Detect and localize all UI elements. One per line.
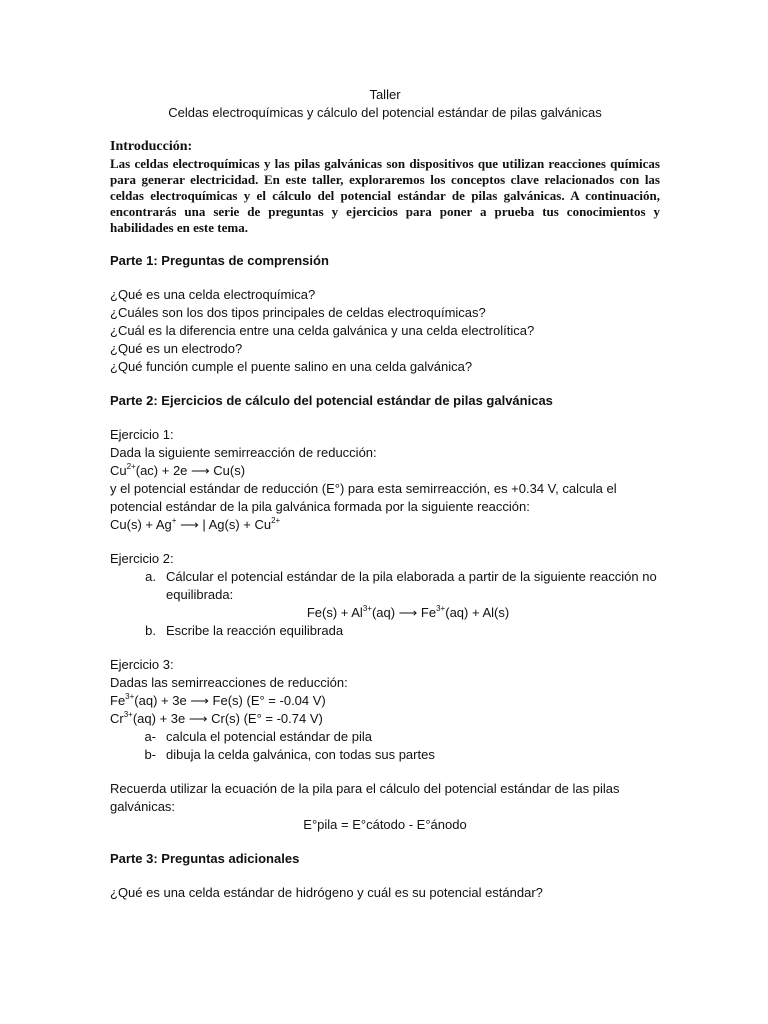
half-reaction: $Cr^{3+}(aq) + 3e$ ⟶ Cr(s) (E° = -0.74 V) — [110, 710, 323, 726]
list-item: ¿Cuáles son los dos tipos principales de celdas electroquímicas? — [110, 305, 486, 320]
list-item — [110, 622, 660, 640]
exercise-text: y el potencial estándar de reducción (E°) para esta semirreacción, es +0.34 V, calcula el potencial estándar de la pila galvánica formada por la siguiente reacción: — [110, 481, 617, 514]
reminder-text: Recuerda utilizar la ecuación de la pila para el cálculo del potencial estándar de las pilas galvánicas: — [110, 781, 620, 814]
document-page — [110, 86, 660, 902]
list-marker: a. — [145, 569, 156, 584]
doc-title: Taller — [369, 87, 401, 102]
part2-heading: Parte 2: Ejercicios de cálculo del potencial estándar de pilas galvánicas — [110, 393, 553, 408]
list-item: ¿Qué función cumple el puente salino en una celda galvánica? — [110, 359, 473, 374]
exercise-2 — [110, 550, 660, 640]
exercise-text: Dada la siguiente semirreacción de reducción: — [110, 445, 377, 460]
unbalanced-reaction: $Fe(s) + Al^{3+}(aq)$ ⟶ $Fe^{3+}(aq) + Al(s)$ — [306, 604, 510, 620]
intro-paragraph: Las celdas electroquímicas y las pilas galvánicas son dispositivos que utilizan reacciones químicas para generar electricidad. En este taller, exploraremos los conceptos clave relacionados con las celdas electroquímicas y el cálculo del potencial estándar de pilas galvánicas. A continuación, encontrarás una serie de preguntas y ejercicios para poner a prueba tus conocimientos y habilidades en este tema. — [110, 156, 660, 235]
exercise-title: Ejercicio 3: — [110, 657, 174, 672]
half-reaction: $Fe^{3+}(aq) + 3e$ ⟶ Fe(s) (E° = -0.04 V) — [110, 692, 326, 708]
exercise-title: Ejercicio 2: — [110, 551, 174, 566]
list-item-text: Cálcular el potencial estándar de la pila elaborada a partir de la siguiente reacción no equilibrada: — [166, 569, 657, 602]
cell-reaction: Cu(s) + Ag+ ⟶ | $Ag(s) + Cu^{2+}$ — [110, 516, 281, 532]
part1-heading: Parte 1: Preguntas de comprensión — [110, 253, 329, 268]
exercise-1 — [110, 426, 660, 534]
list-item — [110, 746, 660, 764]
list-item-text: calcula el potencial estándar de pila — [166, 729, 372, 744]
part1-question-list — [110, 286, 660, 376]
half-reaction: $Cu^{2+}(ac) + 2e$ ⟶ Cu(s) — [110, 462, 246, 478]
cell-potential-formula: E°pila = E°cátodo - E°ánodo — [303, 817, 467, 832]
list-item: ¿Cuál es la diferencia entre una celda galvánica y una celda electrolítica? — [110, 323, 535, 338]
exercise-3 — [110, 656, 660, 764]
list-item: ¿Qué es un electrodo? — [110, 341, 243, 356]
intro-heading: Introducción: — [110, 139, 193, 154]
exercise-title: Ejercicio 1: — [110, 427, 174, 442]
list-marker: b. — [145, 623, 156, 638]
part3-heading: Parte 3: Preguntas adicionales — [110, 851, 300, 866]
doc-subtitle: Celdas electroquímicas y cálculo del potencial estándar de pilas galvánicas — [168, 105, 602, 120]
list-marker: a- — [144, 729, 156, 744]
list-item — [110, 728, 660, 746]
list-item — [110, 568, 660, 604]
list-marker: b- — [144, 747, 156, 762]
list-item: ¿Qué es una celda electroquímica? — [110, 287, 316, 302]
exercise-text: Dadas las semirreacciones de reducción: — [110, 675, 348, 690]
list-item-text: Escribe la reacción equilibrada — [166, 623, 344, 638]
list-item: ¿Qué es una celda estándar de hidrógeno y cuál es su potencial estándar? — [110, 885, 543, 900]
list-item-text: dibuja la celda galvánica, con todas sus partes — [166, 747, 435, 762]
